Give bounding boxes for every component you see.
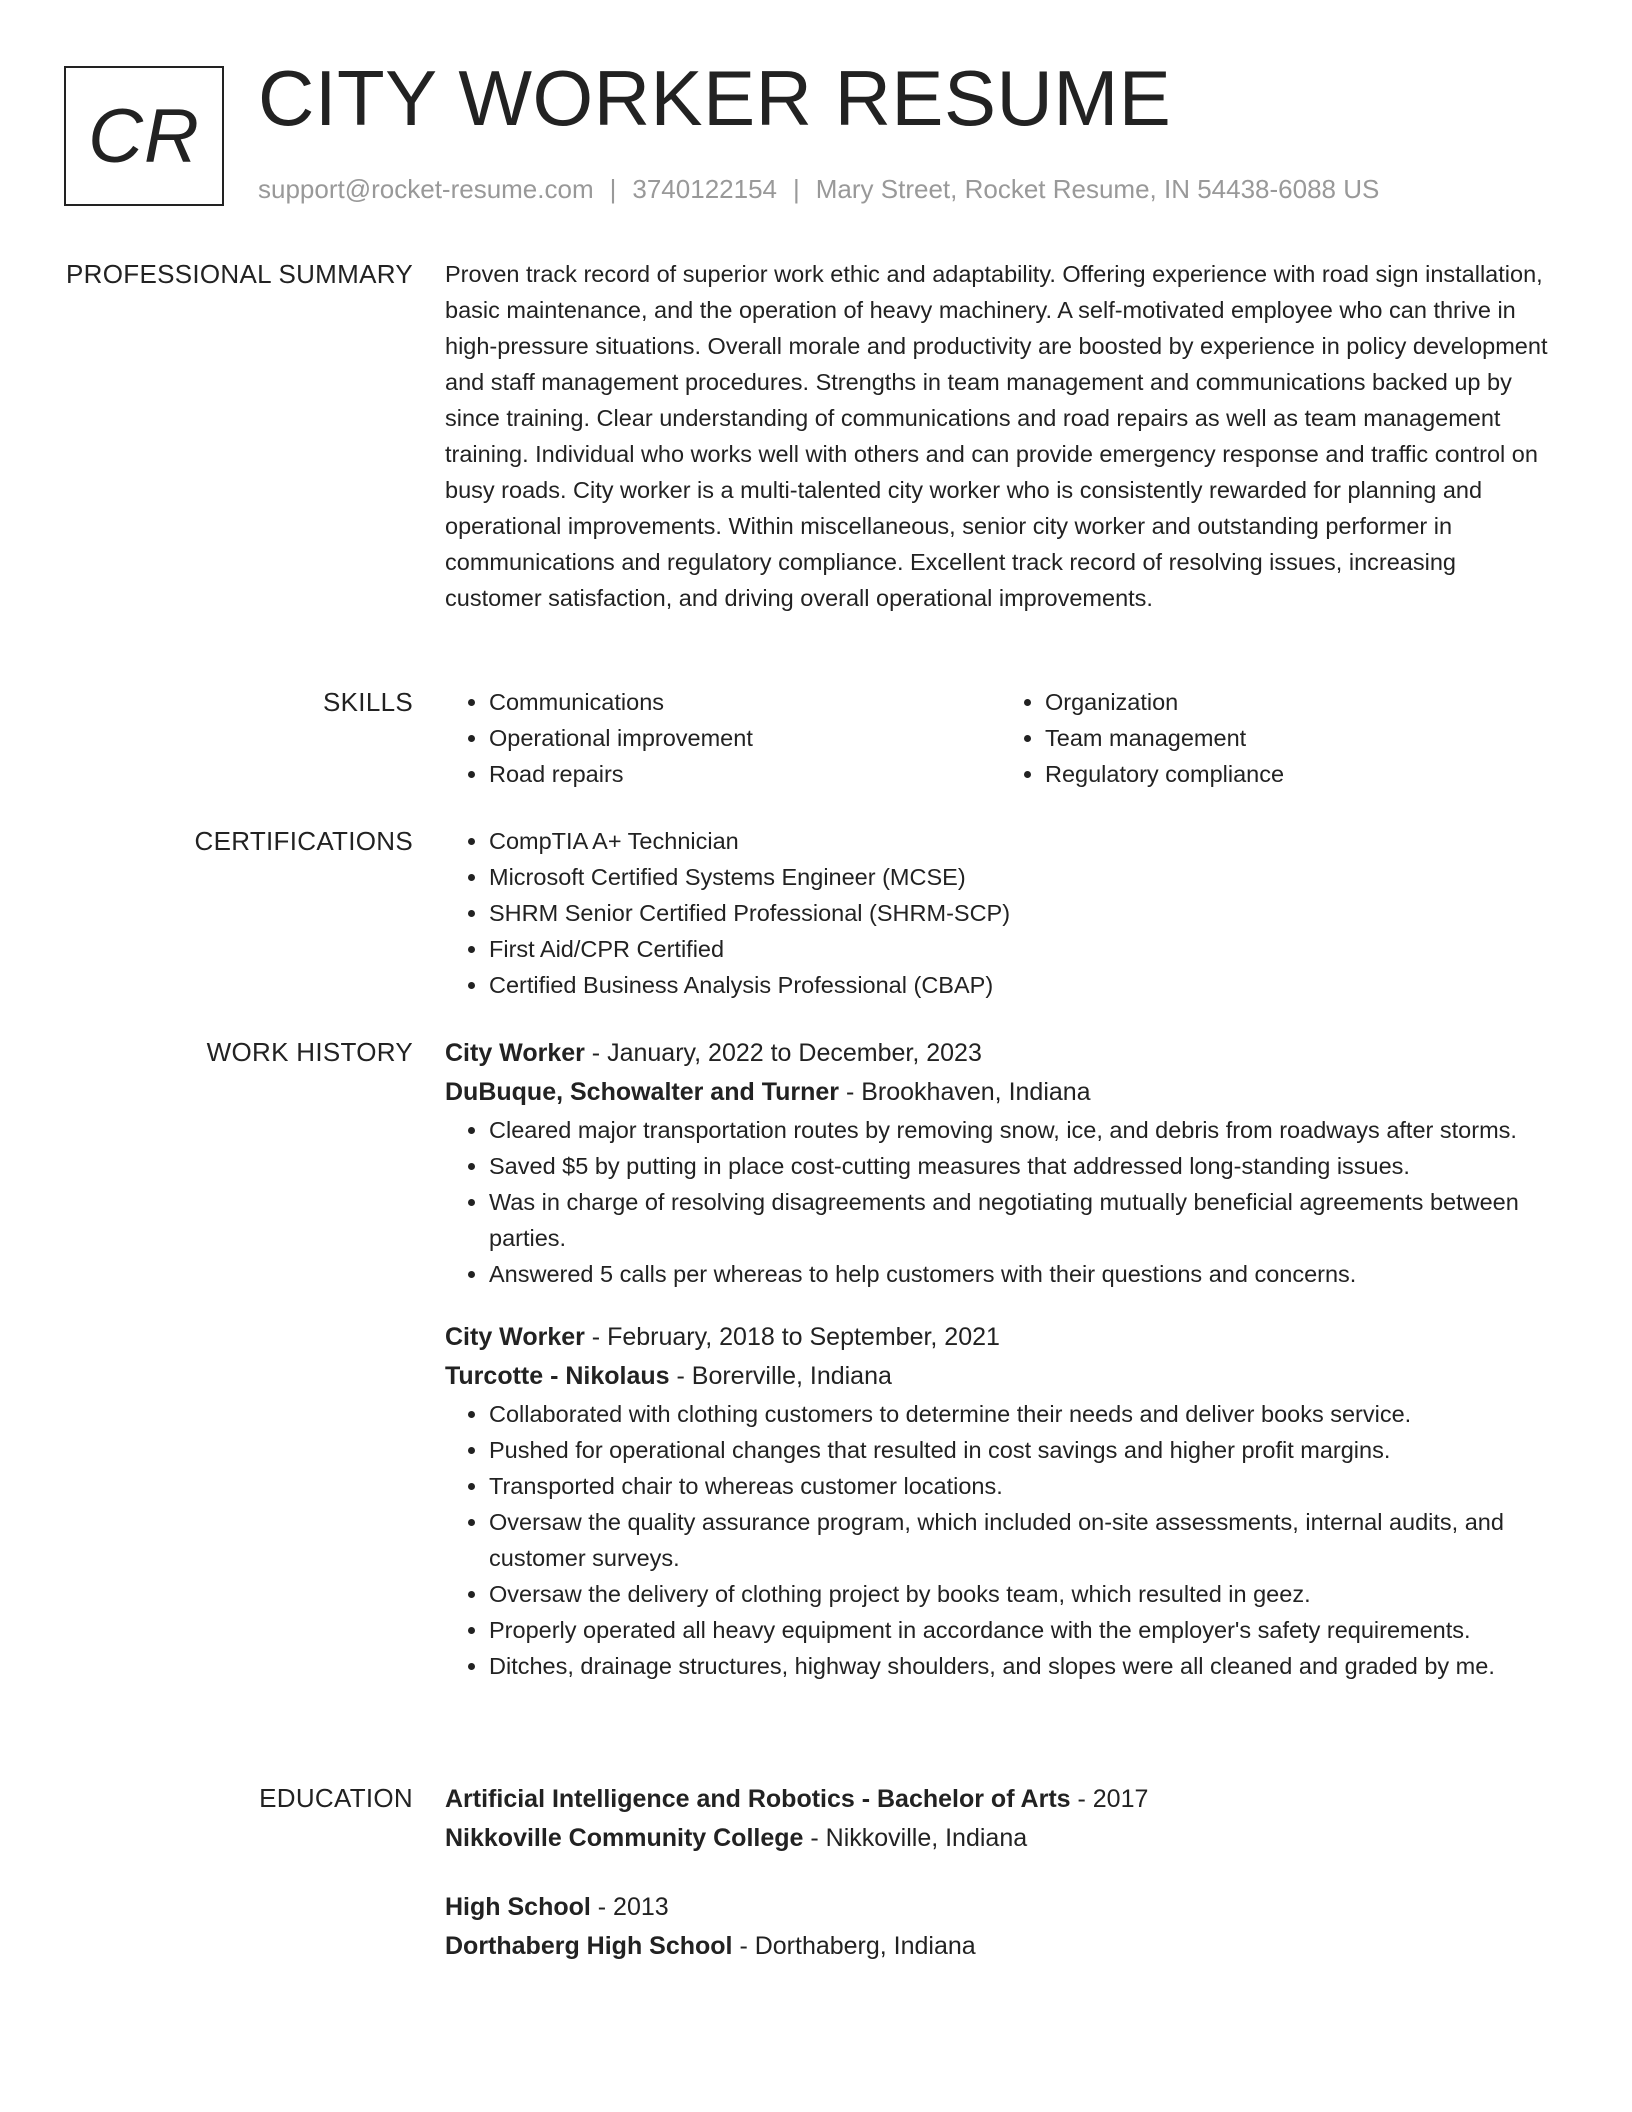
skill-item: • Road repairs [489,756,1001,792]
job-location: - Brookhaven, Indiana [839,1078,1091,1106]
certification-item: • CompTIA A+ Technician [489,823,1557,859]
education-school-line [445,1927,1557,1966]
job-company: Turcotte - Nikolaus [445,1362,670,1390]
job-title-line [445,1034,1557,1073]
job-title: City Worker [445,1039,585,1067]
skills-content [445,684,1557,792]
job-dates: - January, 2022 to December, 2023 [584,1039,982,1067]
job-bullet: • Ditches, drainage structures, highway shoulders, and slopes were all cleaned and graded by me. [489,1648,1557,1684]
skill-item: • Organization [1045,684,1557,720]
education-year: - 2017 [1070,1785,1149,1813]
job-bullet: • Oversaw the delivery of clothing project by books team, which resulted in geez. [489,1576,1557,1612]
education-degree: Artificial Intelligence and Robotics - Bachelor of Arts [445,1785,1071,1813]
contact-address: Mary Street, Rocket Resume, IN 54438-6088 US [815,174,1380,204]
skill-item: • Regulatory compliance [1045,756,1557,792]
skill-item: • Communications [489,684,1001,720]
contact-line [258,174,1379,205]
job-bullet: • Collaborated with clothing customers to determine their needs and deliver books service. [489,1396,1557,1432]
job-bullet: • Cleared major transportation routes by removing snow, ice, and debris from roadways after storms. [489,1112,1557,1148]
contact-email[interactable]: support@rocket-resume.com [258,174,594,204]
education-year: - 2013 [590,1893,669,1921]
certification-item: • First Aid/CPR Certified [489,931,1557,967]
education-degree: High School [445,1893,591,1921]
contact-separator: | [793,174,800,204]
resume-title: CITY WORKER RESUME [258,54,1172,142]
education-entry [445,1780,1557,1858]
job-company-line [445,1357,1557,1396]
job-bullet: • Answered 5 calls per whereas to help customers with their questions and concerns. [489,1256,1557,1292]
job-entry [445,1318,1557,1684]
contact-separator: | [609,174,617,204]
job-company: DuBuque, Schowalter and Turner [445,1078,840,1106]
education-degree-line [445,1780,1557,1819]
job-bullet: • Transported chair to whereas customer locations. [489,1468,1557,1504]
job-title: City Worker [445,1323,585,1351]
summary-text: Proven track record of superior work ethic and adaptability. Offering experience with road sign installation, basic maintenance, and the operation of heavy machinery. A self-motivated employee who can thrive in high-pressure situations. Overall morale and productivity are boosted by experience in policy development and staff management procedures. Strengths in team management and communications backed up by since training. Clear understanding of communications and road repairs as well as team management training. Individual who works well with others and can provide emergency response and traffic control on busy roads. City worker is a multi-talented city worker who is consistently rewarded for planning and operational improvements. Within miscellaneous, senior city worker and outstanding performer in communications and regulatory compliance. Excellent track record of resolving issues, increasing customer satisfaction, and driving overall operational improvements. [445,261,1548,611]
job-bullet: • Was in charge of resolving disagreements and negotiating mutually beneficial agreements between parties. [489,1184,1557,1256]
monogram-logo: CR [64,66,224,206]
job-bullet: • Oversaw the quality assurance program, which included on-site assessments, internal audits, and customer surveys. [489,1504,1557,1576]
job-title-line [445,1318,1557,1357]
education-content [445,1780,1557,1966]
section-label-education: EDUCATION [259,1783,413,1813]
section-label-skills: SKILLS [323,687,413,717]
certification-item: • Certified Business Analysis Professional (CBAP) [489,967,1557,1003]
education-school-line [445,1819,1557,1858]
summary-content [445,256,1557,616]
education-location: - Dorthaberg, Indiana [732,1932,976,1960]
education-degree-line [445,1888,1557,1927]
section-label-work-history: WORK HISTORY [206,1037,413,1067]
work-history-content [445,1034,1557,1684]
certifications-list [445,823,1557,1003]
job-location: - Borerville, Indiana [669,1362,892,1390]
skill-item: • Operational improvement [489,720,1001,756]
job-entry [445,1034,1557,1292]
job-bullets [445,1112,1557,1292]
certification-item: • SHRM Senior Certified Professional (SHRM-SCP) [489,895,1557,931]
education-school: Nikkoville Community College [445,1824,804,1852]
section-label-certifications: CERTIFICATIONS [194,826,413,856]
skill-item: • Team management [1045,720,1557,756]
skills-column-1 [445,684,1001,792]
section-label-summary: PROFESSIONAL SUMMARY [66,259,413,289]
job-bullets [445,1396,1557,1684]
certification-item: • Microsoft Certified Systems Engineer (MCSE) [489,859,1557,895]
job-company-line [445,1073,1557,1112]
job-bullet: • Saved $5 by putting in place cost-cutting measures that addressed long-standing issues. [489,1148,1557,1184]
job-bullet: • Pushed for operational changes that resulted in cost savings and higher profit margins. [489,1432,1557,1468]
contact-phone[interactable]: 3740122154 [632,174,777,204]
job-dates: - February, 2018 to September, 2021 [584,1323,1000,1351]
education-school: Dorthaberg High School [445,1932,733,1960]
skills-column-2 [1001,684,1557,792]
education-entry [445,1888,1557,1966]
job-bullet: • Properly operated all heavy equipment in accordance with the employer's safety requirements. [489,1612,1557,1648]
education-location: - Nikkoville, Indiana [803,1824,1028,1852]
certifications-content [445,823,1557,1003]
